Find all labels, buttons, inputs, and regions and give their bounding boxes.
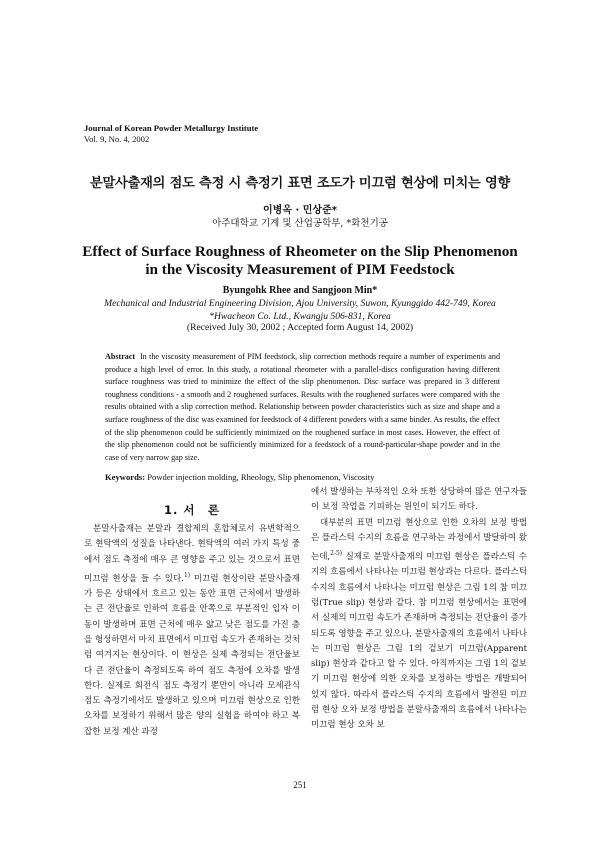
- english-authors: Byungohk Rhee and Sangjoon Min*: [222, 285, 378, 296]
- english-affiliation: [0, 297, 600, 323]
- abstract-text: In the viscosity measurement of PIM feedstock, slip correction methods require a number of experiments and produce a high level of error. In this study, a rotational rheometer with a parallel-discs configuration having different surface roughness was tried to minimize the effect of the slip phenomenon. Disc surface was prepared in 3 different roughness conditions - a smooth and 2 roughened surfaces. Results with the roughened surfaces were compared with the results obtained with a slip correction method. Relationship between powder characteristics such as size and shape and a surface roughness of the disc was examined for feedstock of 4 different powders with a same binder. As results, the effect of the slip phenomenon could be sufficiently minimized on the roughened surface in most cases. However, the effect of the slip phenomenon could not be sufficiently minimized for a feedstock of a round-particular-shape powder and in the case of very narrow gap size.: [105, 352, 500, 462]
- journal-volume: Vol. 9, No. 4, 2002: [84, 134, 150, 144]
- right-paragraph-2: [311, 516, 527, 734]
- abstract-label: Abstract: [105, 352, 136, 361]
- english-title-line2: in the Viscosity Measurement of PIM Feedstock: [145, 261, 455, 278]
- left-text-1: 분말사출재는 분말과 결합제의 혼합체로서 유변학적으로 현탁액의 성질을 나타낸다. 현탁액의 여러 가지 특성 중에서 점도 측정에 매우 큰 영향을 주고 있는 것으로서 표면 미끄럼 현상을 들 수 있다.: [84, 524, 300, 584]
- abstract: [105, 351, 500, 464]
- keywords: [105, 472, 500, 482]
- journal-name: Journal of Korean Powder Metallurgy Institute: [84, 123, 259, 133]
- citation: 1): [183, 571, 191, 579]
- korean-authors: 이병옥 · 민상준*: [263, 205, 337, 216]
- right-paragraph-1: 에서 발생하는 부차적인 오차 또한 상당하여 많은 연구자들이 보정 작업을 기피하는 원인이 되기도 하다.: [311, 487, 527, 513]
- affiliation-line2: *Hwacheon Co. Ltd., Kwangju 506-831, Korea: [209, 311, 391, 322]
- left-column: [84, 522, 300, 740]
- right-column: [311, 485, 527, 734]
- korean-title: 분말사출재의 점도 측정 시 측정기 표면 조도가 미끄럼 현상에 미치는 영향: [89, 176, 511, 191]
- keywords-text: Powder injection molding, Rheology, Slip phenomenon, Viscosity: [147, 472, 375, 482]
- affiliation-line1: Mechanical and Industrial Engineering Division, Ajou University, Suwon, Kyunggido 442-749, Korea: [104, 298, 496, 309]
- section-heading: 1. 서 론: [163, 503, 221, 517]
- left-paragraph: [84, 522, 300, 740]
- right-text-1: 대부분의 표면 미끄럼 현상으로 인한 오차의 보정 방법은 플라스틱 수지의 흐름을 연구하는 과정에서 발달하여 왔는데,: [311, 517, 527, 563]
- journal-header: [84, 123, 258, 145]
- left-text-2: 미끄럼 현상이란 분말사출재가 등온 상태에서 흐르고 있는 동안 표면 근처에서 발생하는 큰 전단율로 인하여 흐름을 안쪽으로 부분적인 입자 이동이 발생하며 표면 근처에 매우 얇고 낮은 점도를 가진 층을 형성하면서 마치 표면에서 미끄럼 속도가 존재하는 것처럼 여겨지는 현상이다. 이 현상은 실제 측정되는 전단율보다 큰 전단율이 측정되도록 하여 점도 측정에 오차를 발생한다. 실제로 회전식 점도 측정기 뿐만이 아니라 모세관식 점도 측정기에서도 발생하고 있으며 미끄럼 현상으로 인한 오차를 보정하기 위해서 많은 양의 실험을 하여야 하고 복잡한 보정 계산 과정: [84, 573, 301, 737]
- english-title-line1: Effect of Surface Roughness of Rheometer on the Slip Phenomenon: [82, 243, 518, 260]
- page-number: 251: [293, 780, 307, 790]
- english-title: [0, 243, 600, 279]
- received-dates: (Received July 30, 2002 ; Accepted form August 14, 2002): [186, 322, 414, 333]
- korean-affiliation: 아주대학교 기계 및 산업공학부, *화천기공: [212, 218, 388, 229]
- keywords-label: Keywords:: [105, 472, 146, 482]
- right-text-2: 실제로 분말사출재의 미끄럼 현상은 플라스틱 수지의 흐름에서 나타나는 미끄럼 현상과는 다르다. 플라스틱 수지의 흐름에서 나타나는 미끄럼 현상은 그림 1의 참 미끄럼(True slip) 현상과 같다. 참 미끄럼 현상에서는 표면에서 실제의 미끄럼 속도가 존재하며 측정되는 전단율이 증가되도록 영향을 주고 있으나, 분말사출재의 흐름에서 나타나는 미끄럼 현상은 그림 1의 겉보기 미끄럼(Apparent slip) 현상과 같다고 할 수 있다. 아직까지는 그림 1의 겉보기 미끄럼 현상에 의한 오차를 보정하는 방법은 개발되어 있지 않다. 따라서 플라스틱 수지의 흐름에서 발전된 미끄럼 현상 오차 보정 방법을 분말사출재의 흐름에서 나타나는 미끄럼 현상 오차 보: [311, 552, 527, 731]
- citation: 2-5): [330, 550, 343, 558]
